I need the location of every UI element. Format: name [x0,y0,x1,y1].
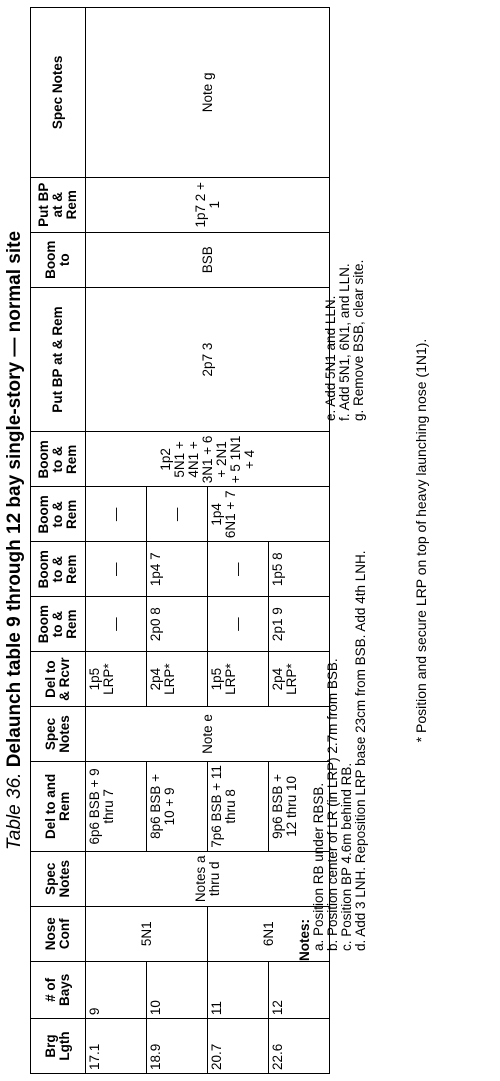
cell-brg: 17.1 [86,1019,147,1074]
cell-put-bp-2: 1p7 2 + 1 [86,177,330,232]
header-del-to-rcvr: Del to & Rcvr [31,652,86,707]
cell-rcvr: 2p4 LRP* [269,652,330,707]
header-boom-3: Boom to & Rem [31,487,86,542]
header-spec-notes-1: Spec Notes [31,851,86,906]
cell-nose-conf-a: 5N1 [86,906,208,961]
cell-boom3: 1p4 6N1 + 7 [208,487,330,542]
cell-boom2: — [208,542,269,597]
cell-rcvr: 1p5 LRP* [86,652,147,707]
table-number: Table 36. [4,772,25,851]
notes-block [298,551,368,961]
note-a: a. Position RB under RBSB. [311,782,326,951]
cell-put-bp-1: 2p7 3 [86,287,330,432]
header-brg-lgth: Brg Lgth [31,1019,86,1074]
notes-block-2 [324,260,366,421]
cell-bays: 11 [208,961,269,1018]
notes-heading: Notes: [297,918,312,961]
cell-boom1: 2p0 8 [147,597,208,652]
note-g: g. Remove BSB, clear site. [351,259,366,421]
note-d: d. Add 3 LNH. Reposition LRP base 23cm from BSB. Add 4th LNH. [353,550,368,951]
cell-boom-to: BSB [86,232,330,287]
cell-spec-notes-a: Notes a thru d [86,851,330,906]
table-title [4,0,26,1081]
cell-brg: 20.7 [208,1019,269,1074]
note-f: f. Add 5N1, 6N1, and LLN. [337,263,352,421]
header-del-to-rem: Del to and Rem [31,761,86,851]
cell-rcvr: 2p4 LRP* [147,652,208,707]
header-put-bp-2: Put BP at & Rem [31,177,86,232]
table-row [86,8,147,1074]
table-caption: Delaunch table 9 through 12 bay single-story [4,361,25,768]
header-row [31,8,86,1074]
header-nose-conf: Nose Conf [31,906,86,961]
cell-boom3: — [86,487,147,542]
cell-boom2: 1p4 7 [147,542,208,597]
table-caption-suffix: — normal site [4,230,25,362]
cell-boom2: 1p5 8 [269,542,330,597]
note-e: e. Add 5N1 and LLN. [323,295,338,421]
cell-spec-notes-g: Note g [86,8,330,178]
header-spec-notes-2: Spec Notes [31,707,86,762]
cell-bays: 10 [147,961,208,1018]
delaunch-table [30,7,330,1074]
cell-spec-notes-e: Note e [86,707,330,762]
header-spec-notes-3: Spec Notes [31,8,86,178]
note-b: b. Position center of LR (in LRP) 2.7m from BSB. [325,658,340,951]
header-num-bays: # of Bays [31,961,86,1018]
footnote: * Position and secure LRP on top of heavy launching nose (1N1). [413,338,429,743]
cell-bays: 12 [269,961,330,1018]
cell-bays: 9 [86,961,147,1018]
cell-boom3: — [147,487,208,542]
cell-brg: 22.6 [269,1019,330,1074]
cell-del: 8p6 BSB + 10 + 9 [147,761,208,851]
cell-boom1: — [208,597,269,652]
cell-boom1: 2p1 9 [269,597,330,652]
header-put-bp-1: Put BP at & Rem [31,287,86,432]
header-boom-2: Boom to & Rem [31,542,86,597]
cell-rcvr: 1p5 LRP* [208,652,269,707]
cell-boom4: 1p2 5N1 + 4N1 + 3N1 + 6 + 2N1 + 5 1N1 + 4 [86,432,330,487]
cell-brg: 18.9 [147,1019,208,1074]
header-boom-to: Boom to [31,232,86,287]
header-boom-1: Boom to & Rem [31,597,86,652]
cell-del: 9p6 BSB + 12 thru 10 [269,761,330,851]
cell-del: 7p6 BSB + 11 thru 8 [208,761,269,851]
cell-boom1: — [86,597,147,652]
header-boom-4: Boom to & Rem [31,432,86,487]
cell-boom2: — [86,542,147,597]
note-c: c. Position BP 4.6m behind RB. [339,762,354,951]
cell-nose-conf-b: 6N1 [208,906,330,961]
cell-del: 6p6 BSB + 9 thru 7 [86,761,147,851]
